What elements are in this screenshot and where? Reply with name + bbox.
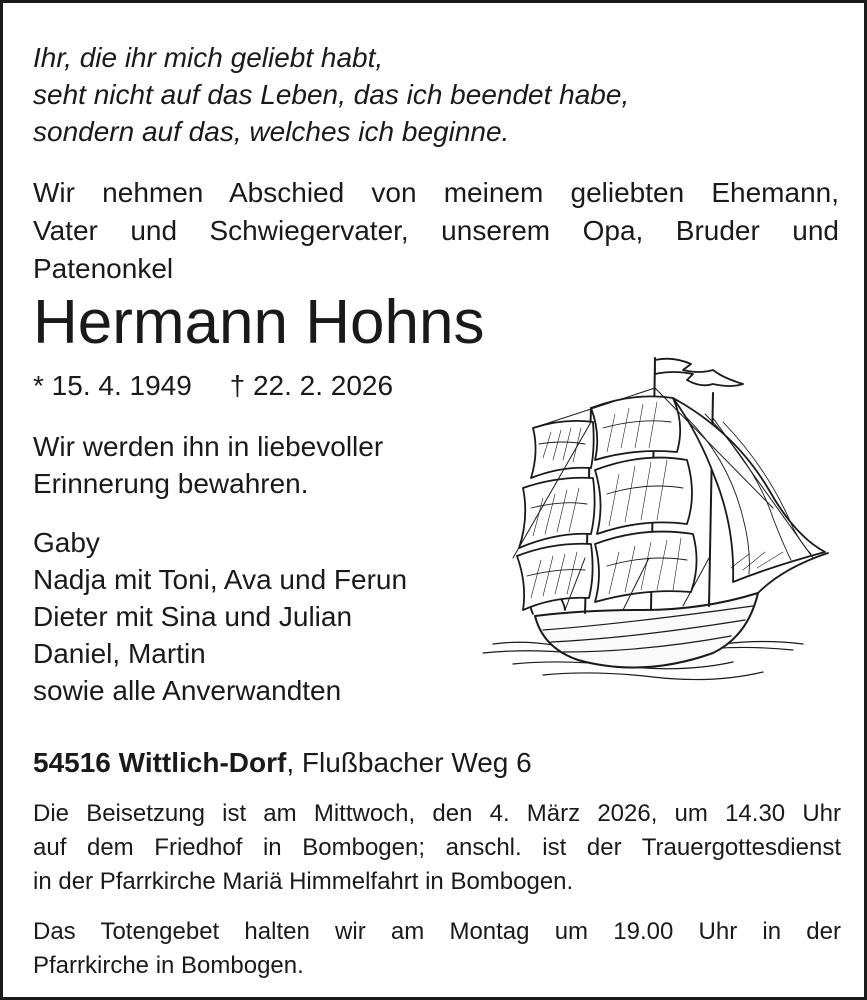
intro-line: Wir nehmen Abschied von meinem geliebten Ehemann,	[33, 177, 839, 208]
address-street: Flußbacher Weg 6	[301, 747, 532, 778]
address-city: 54516 Wittlich-Dorf	[33, 747, 287, 778]
farewell-intro	[33, 174, 839, 288]
pennant-flag	[655, 359, 743, 386]
poem	[33, 39, 629, 150]
prayer-line: Pfarrkirche in Bombogen.	[33, 952, 304, 979]
mourners-list	[33, 524, 407, 709]
funeral-line: in der Pfarrkirche Mariä Himmelfahrt in Bombogen.	[33, 868, 574, 895]
death-date: † 22. 2. 2026	[229, 370, 394, 401]
poem-line: Ihr, die ihr mich geliebt habt,	[33, 42, 384, 73]
poem-line: seht nicht auf das Leben, das ich beendet habe,	[33, 79, 630, 110]
sailing-ship-icon	[473, 348, 838, 693]
memory-line: Wir werden ihn in liebevoller	[33, 431, 384, 462]
main-sails	[591, 396, 697, 602]
mourner: Daniel, Martin	[33, 638, 206, 669]
mourner: sowie alle Anverwandten	[33, 675, 342, 706]
funeral-line: auf dem Friedhof in Bombogen; anschl. ist der Trauergottesdienst	[33, 834, 841, 861]
intro-line: Vater und Schwiegervater, unserem Opa, Bruder und	[33, 215, 839, 246]
mourner: Dieter mit Sina und Julian	[33, 601, 353, 632]
address	[33, 745, 532, 781]
birth-date: * 15. 4. 1949	[33, 370, 192, 401]
memory-line: Erinnerung bewahren.	[33, 468, 309, 499]
prayer-line: Das Totengebet halten wir am Montag um 19.00 Uhr in der	[33, 918, 841, 945]
deceased-name: Hermann Hohns	[33, 288, 485, 357]
mourner: Gaby	[33, 527, 100, 558]
life-dates	[33, 368, 393, 404]
mourner: Nadja mit Toni, Ava und Ferun	[33, 564, 408, 595]
poem-line: sondern auf das, welches ich beginne.	[33, 116, 510, 147]
funeral-line: Die Beisetzung ist am Mittwoch, den 4. März 2026, um 14.30 Uhr	[33, 800, 841, 827]
funeral-info	[33, 797, 841, 899]
memory-text	[33, 428, 383, 502]
prayer-info	[33, 915, 841, 983]
address-separator: ,	[286, 747, 295, 778]
intro-line: Patenonkel	[33, 253, 174, 284]
